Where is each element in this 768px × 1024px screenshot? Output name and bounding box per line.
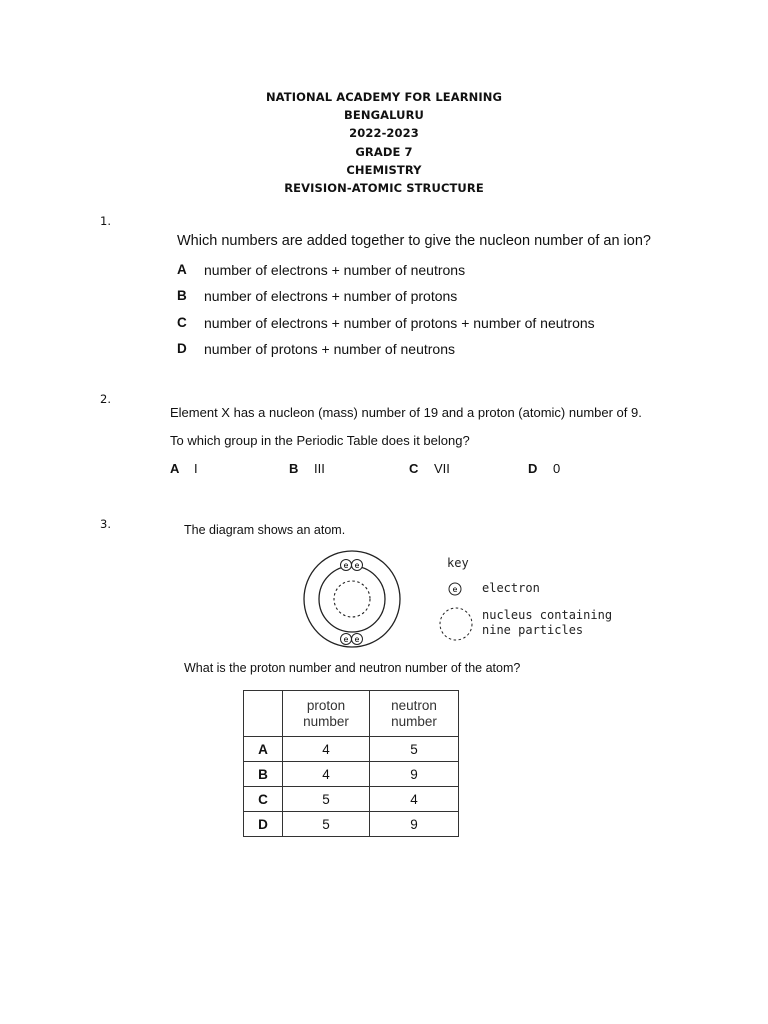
question-3-question: What is the proton number and neutron number of the atom? [184,661,521,675]
subject: CHEMISTRY [346,162,422,177]
svg-text:e: e [343,561,349,570]
row-neutron: 9 [370,812,459,837]
question-2-number: 2. [100,392,111,406]
row-neutron: 4 [370,787,459,812]
q1-option-c-text: number of electrons + number of protons + number of neutrons [204,315,595,331]
nucleus-circle [334,581,370,617]
question-2-stem-line2: To which group in the Periodic Table does it belong? [170,433,470,448]
q1-option-b-text: number of electrons + number of protons [204,288,458,304]
electron-bottom-right [352,634,363,645]
svg-text:e: e [354,561,360,570]
q2-option-c-letter: C [409,461,419,476]
row-letter: B [244,762,283,787]
key-electron-symbol [446,580,464,598]
row-proton: 4 [283,762,370,787]
q2-option-b-text: III [314,461,325,476]
atom-diagram [296,548,416,648]
table-header-row [244,691,459,737]
q2-option-c-text: VII [434,461,450,476]
q1-option-d-text: number of protons + number of neutrons [204,341,455,357]
row-neutron: 5 [370,737,459,762]
q1-option-a-letter: A [177,262,187,277]
q2-option-d-letter: D [528,461,538,476]
electron-top-left [341,560,352,571]
table-row [244,737,459,762]
row-proton: 4 [283,737,370,762]
row-proton: 5 [283,812,370,837]
key-electron-label: electron [482,581,540,595]
row-proton: 5 [283,787,370,812]
svg-text:e: e [354,635,360,644]
document-header [0,88,768,197]
key-title: key [447,556,469,570]
question-1-stem: Which numbers are added together to give the nucleon number of an ion? [177,233,651,249]
electron-top-right [352,560,363,571]
inner-electron-shell [319,566,385,632]
row-letter: D [244,812,283,837]
school-name: NATIONAL ACADEMY FOR LEARNING [265,90,503,104]
key-nucleus-label-line2: nine particles [482,623,584,637]
answer-table [243,690,459,837]
grade: GRADE 7 [355,144,413,159]
row-neutron: 9 [370,762,459,787]
city: BENGALURU [344,108,424,123]
svg-text:e: e [452,585,458,594]
table-row [244,762,459,787]
table-row [244,787,459,812]
q2-option-b-letter: B [289,461,299,476]
question-3-number: 3. [100,517,111,531]
q2-option-a-letter: A [170,461,180,476]
key-nucleus-label-line1: nucleus containing [482,608,613,622]
q1-option-b-letter: B [177,288,187,303]
row-letter: C [244,787,283,812]
question-2-stem-line1: Element X has a nucleon (mass) number of 19 and a proton (atomic) number of 9. [170,405,642,420]
q2-option-d-text: 0 [553,461,561,476]
table-row [244,812,459,837]
academic-year: 2022-2023 [349,126,419,141]
electron-bottom-left [341,634,352,645]
svg-text:e: e [343,635,349,644]
q1-option-d-letter: D [177,341,187,356]
table-header-proton [283,691,370,737]
q1-option-c-letter: C [177,315,187,330]
table-header-empty [244,691,283,737]
header-neutron-line2: number [391,713,437,729]
key-nucleus-symbol [436,606,476,642]
table-header-neutron [370,691,459,737]
q2-option-a-text: I [194,461,198,476]
header-neutron-line1: neutron [391,697,437,713]
q1-option-a-text: number of electrons + number of neutrons [204,262,466,278]
header-proton-line2: number [303,713,349,729]
question-3-intro: The diagram shows an atom. [184,523,346,537]
header-proton-line1: proton [306,697,346,713]
row-letter: A [244,737,283,762]
worksheet-title: REVISION-ATOMIC STRUCTURE [284,181,484,196]
question-1-number: 1. [100,214,111,228]
